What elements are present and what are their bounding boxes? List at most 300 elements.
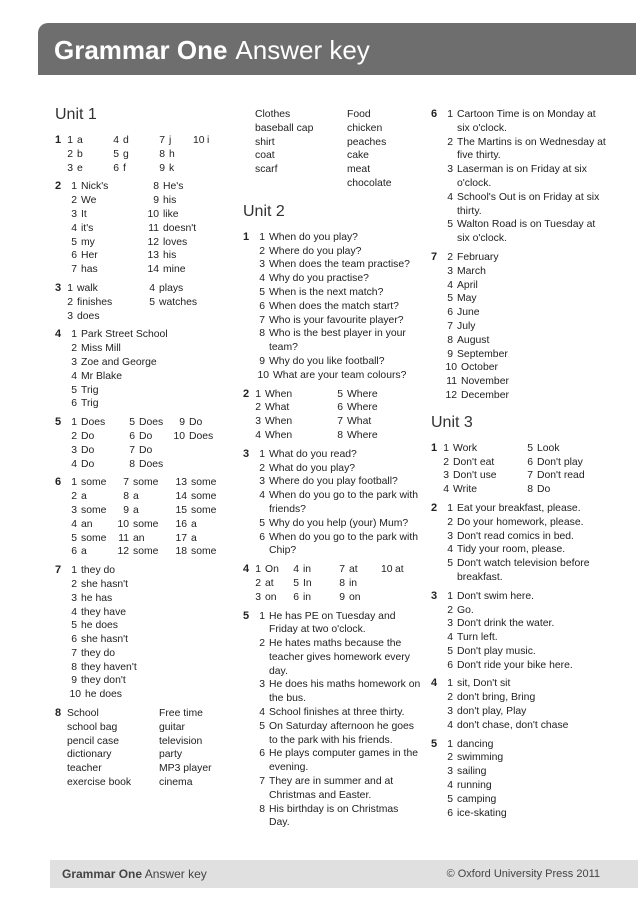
item-number: 5 (447, 645, 453, 657)
item-number: 2 (67, 296, 73, 308)
answer-item (243, 245, 421, 259)
answer-item (55, 647, 230, 661)
item-text: June (457, 307, 480, 319)
item-number: 9 (339, 591, 345, 603)
answer-item (243, 531, 421, 559)
item-text: School finishes at three thirty. (269, 707, 405, 719)
item-number: 10 (173, 430, 185, 442)
clothes-item: scarf (255, 164, 278, 176)
item-number: 2 (255, 577, 261, 589)
item-text: Why do you help (your) Mum? (269, 517, 409, 529)
item-text: When (265, 416, 293, 428)
item-number: 6 (527, 456, 533, 468)
answer-item (109, 162, 126, 176)
item-number: 4 (71, 370, 77, 382)
item-text: Do (189, 417, 203, 429)
item-number: 10 (445, 362, 457, 374)
answer-item (55, 328, 230, 342)
answer-row (55, 148, 230, 162)
item-text: Zoe and George (81, 356, 157, 368)
item-number: 8 (447, 334, 453, 346)
item-text: Why do you like football? (269, 355, 385, 367)
item-number: 12 (147, 236, 159, 248)
item-number: 6 (71, 546, 77, 558)
column-3 (431, 108, 606, 825)
answer-item (439, 456, 494, 470)
item-text: When do you play? (269, 231, 358, 243)
item-number: 7 (159, 135, 165, 146)
answer-item (243, 706, 421, 720)
item-number: 8 (259, 328, 265, 340)
item-number: 9 (447, 348, 453, 360)
answer-item (243, 369, 421, 383)
item-number: 8 (159, 148, 165, 160)
answer-row (243, 415, 421, 429)
answer-item (63, 148, 83, 162)
free-time-item: cinema (159, 777, 193, 789)
answer-item (145, 236, 187, 250)
exercise (243, 610, 421, 831)
item-number: 6 (447, 807, 453, 819)
answer-row (55, 444, 230, 458)
item-number: 5 (129, 417, 135, 429)
item-number: 1 (447, 502, 453, 514)
item-text: It (81, 208, 87, 220)
item-text: some (133, 518, 159, 530)
answer-row (55, 222, 230, 236)
item-text: a (133, 504, 139, 516)
item-text: walk (77, 282, 98, 294)
answer-item (251, 577, 274, 591)
answer-item (243, 803, 421, 831)
answer-item (333, 388, 378, 402)
answer-item (333, 415, 371, 429)
item-text: at (395, 564, 404, 576)
item-text: Where do you play football? (269, 476, 398, 488)
item-number: 4 (259, 273, 265, 285)
answer-row (431, 456, 606, 470)
answer-item (431, 793, 606, 807)
item-number: 3 (447, 164, 453, 176)
answer-item (431, 361, 606, 375)
exercise-number: 3 (431, 589, 438, 602)
answer-row (243, 163, 421, 177)
item-text: a (191, 518, 197, 530)
answer-row (55, 490, 230, 504)
item-text: Write (453, 484, 478, 496)
item-number: 16 (175, 518, 187, 530)
answer-item (121, 458, 163, 472)
answer-row (55, 282, 230, 296)
item-text: Her (81, 250, 98, 262)
answer-row (55, 416, 230, 430)
page-header (38, 23, 636, 75)
exercise-number: 3 (55, 281, 62, 294)
answer-row (55, 721, 230, 735)
answer-item (523, 483, 550, 497)
item-number: 5 (259, 720, 265, 732)
item-text: does (77, 310, 100, 322)
exercise (431, 442, 606, 497)
item-text: Does (81, 417, 106, 429)
item-number: 1 (71, 565, 77, 577)
item-number: 3 (67, 310, 73, 322)
item-number: 2 (255, 402, 261, 414)
answer-item (63, 263, 98, 277)
exercise (55, 180, 230, 277)
item-number: 2 (67, 148, 73, 160)
item-text: on (265, 591, 277, 603)
answer-item (431, 677, 606, 691)
answer-item (251, 388, 292, 402)
answer-item (55, 342, 230, 356)
item-text: July (457, 320, 476, 332)
item-number: 9 (71, 675, 77, 687)
exercise-number: 5 (55, 416, 62, 429)
answer-item (63, 236, 95, 250)
exercise-number: 5 (431, 737, 438, 750)
item-text: Tidy your room, please. (457, 544, 566, 556)
answer-row (55, 194, 230, 208)
item-text: Where (347, 388, 378, 400)
item-text: When does the team practise? (269, 259, 410, 271)
item-text: sailing (457, 766, 487, 778)
exercise-number: 8 (55, 707, 62, 720)
item-text: some (191, 504, 217, 516)
answer-item (333, 429, 378, 443)
item-text: Do (139, 430, 153, 442)
item-text: his (163, 250, 177, 262)
item-number: 11 (118, 532, 129, 544)
item-number: 8 (339, 577, 345, 589)
item-number: 7 (259, 776, 265, 788)
exercise-number: 5 (243, 609, 250, 622)
answer-row (243, 122, 421, 136)
item-text: Miss Mill (81, 343, 121, 355)
item-text: Does (189, 430, 214, 442)
item-text: August (457, 334, 490, 346)
item-text: When (265, 388, 293, 400)
free-time-item: guitar (159, 721, 185, 733)
unit-title: Unit 3 (431, 413, 473, 431)
item-text: February (457, 251, 499, 263)
item-number: 18 (175, 546, 187, 558)
item-text: December (461, 389, 509, 401)
answer-item (243, 475, 421, 489)
item-number: 8 (123, 491, 129, 503)
answer-row (55, 532, 230, 546)
item-number: 2 (447, 136, 453, 148)
answer-item (431, 136, 606, 164)
item-number: 5 (447, 793, 453, 805)
item-number: 6 (71, 398, 77, 410)
exercise (55, 476, 230, 559)
item-text: at (265, 577, 274, 589)
item-number: 2 (443, 456, 449, 468)
item-number: 1 (67, 135, 73, 146)
item-number: 1 (447, 738, 453, 750)
answer-row (431, 442, 606, 456)
item-number: 6 (293, 591, 299, 603)
answer-item (115, 532, 145, 546)
item-number: 4 (447, 780, 453, 792)
answer-item (439, 483, 477, 497)
answer-item (523, 456, 583, 470)
answer-item (63, 310, 100, 324)
item-number: 4 (443, 484, 449, 496)
item-text: e (77, 162, 83, 174)
answer-row (243, 563, 421, 577)
item-number: 2 (259, 245, 265, 257)
item-text: He's (163, 181, 184, 193)
item-number: 2 (71, 578, 77, 590)
item-text: loves (163, 236, 188, 248)
item-number: 4 (259, 490, 265, 502)
item-number: 5 (71, 620, 77, 632)
exercise (431, 251, 606, 403)
answer-item (55, 370, 230, 384)
answer-row (431, 469, 606, 483)
exercise (431, 590, 606, 673)
item-number: 6 (447, 659, 453, 671)
item-text: j (169, 135, 172, 146)
answer-item (145, 263, 186, 277)
item-number: 7 (337, 416, 343, 428)
answer-item (173, 545, 216, 559)
item-number: 15 (175, 504, 187, 516)
answer-item (431, 218, 606, 246)
answer-item (431, 516, 606, 530)
item-text: On (265, 564, 279, 576)
item-number: 3 (447, 530, 453, 542)
answer-row (243, 401, 421, 415)
item-number: 5 (259, 286, 265, 298)
item-text: The Martins is on Wednesday at five thirty. (457, 136, 606, 162)
exercise-number: 1 (431, 441, 438, 454)
item-number: 2 (71, 195, 77, 207)
answer-item (173, 518, 197, 532)
clothes-item: coat (255, 150, 275, 162)
answer-item (431, 590, 606, 604)
answer-item (431, 375, 606, 389)
answer-item (145, 194, 176, 208)
answer-item (63, 430, 94, 444)
answer-row (243, 149, 421, 163)
answer-item (289, 563, 311, 577)
item-number: 1 (259, 448, 265, 460)
answer-item (115, 518, 158, 532)
item-text: Work (453, 442, 478, 454)
exercise-number: 7 (55, 564, 62, 577)
item-text: Do (81, 430, 95, 442)
free-time-item: MP3 player (159, 763, 212, 775)
item-number: 3 (71, 356, 77, 368)
answer-item (439, 442, 477, 456)
item-number: 5 (149, 296, 155, 308)
item-number: 7 (71, 264, 77, 276)
item-number: 2 (447, 251, 453, 263)
item-number: 1 (259, 231, 265, 243)
item-number: 8 (337, 429, 343, 441)
item-text: Don't watch television before breakfast. (457, 558, 590, 583)
exercise (431, 502, 606, 585)
item-number: 3 (447, 618, 453, 630)
item-number: 6 (113, 162, 119, 174)
item-text: they do (81, 565, 116, 577)
answer-item (55, 564, 230, 578)
answer-row (55, 430, 230, 444)
item-text: Don't drink the water. (457, 618, 555, 630)
item-text: What do you read? (269, 448, 357, 460)
school-item: exercise book (67, 777, 132, 789)
item-text: don't chase, don't chase (457, 719, 569, 731)
item-number: 4 (447, 719, 453, 731)
exercise (431, 738, 606, 821)
answer-row (243, 177, 421, 191)
exercise-number: 2 (55, 180, 62, 193)
title-bold: Grammar One (54, 35, 228, 65)
item-text: a (77, 135, 83, 146)
item-text: i (207, 135, 210, 146)
item-number: 3 (443, 470, 449, 482)
item-number: 9 (159, 162, 165, 174)
item-text: Don't read comics in bed. (457, 530, 574, 542)
item-text: in (303, 591, 312, 603)
item-text: When does the match start? (269, 300, 399, 312)
answer-item (431, 334, 606, 348)
item-number: 4 (293, 564, 299, 576)
item-number: 8 (129, 458, 135, 470)
item-text: Turn left. (457, 632, 498, 644)
footer-title-bold: Grammar One (62, 867, 143, 881)
answer-row (243, 108, 421, 122)
answer-item (145, 249, 176, 263)
item-text: they haven't (81, 661, 137, 673)
item-text: School's Out is on Friday at six thirty. (457, 191, 600, 217)
item-number: 4 (259, 707, 265, 719)
item-text: What do you play? (269, 462, 356, 474)
item-number: 5 (71, 532, 77, 544)
answer-row (55, 208, 230, 222)
item-number: 6 (129, 430, 135, 442)
item-text: don't bring, Bring (457, 692, 536, 704)
item-text: Where do you play? (269, 245, 362, 257)
item-text: Do (537, 484, 551, 496)
item-text: finishes (77, 296, 113, 308)
item-number: 8 (153, 181, 159, 193)
item-text: Don't eat (453, 456, 495, 468)
item-number: 6 (337, 402, 343, 414)
answer-item (63, 545, 87, 559)
food-item: peaches (347, 136, 387, 148)
answer-item (63, 532, 106, 546)
answer-item (55, 397, 230, 411)
item-number: 13 (147, 250, 159, 262)
answer-row (243, 577, 421, 591)
exercise-number: 4 (431, 677, 438, 690)
item-number: 4 (447, 632, 453, 644)
item-text: watches (159, 296, 198, 308)
answer-item (63, 249, 98, 263)
item-number: 2 (447, 516, 453, 528)
item-number: 12 (117, 546, 129, 558)
item-number: 3 (255, 591, 261, 603)
item-text: Don't ride your bike here. (457, 659, 573, 671)
answer-item (431, 807, 606, 821)
item-number: 2 (259, 638, 265, 650)
item-text: November (461, 376, 509, 388)
answer-item (63, 444, 94, 458)
item-number: 6 (71, 634, 77, 646)
answer-item (243, 314, 421, 328)
item-text: some (191, 546, 217, 558)
answer-row (55, 748, 230, 762)
school-item: school bag (67, 721, 118, 733)
answer-row (55, 504, 230, 518)
clothes-item: Clothes (255, 109, 291, 120)
item-text: Go. (457, 604, 474, 616)
answer-row (55, 735, 230, 749)
unit-title: Unit 2 (243, 202, 285, 220)
school-item: dictionary (67, 749, 112, 761)
answer-item (289, 577, 312, 591)
answer-item (55, 619, 230, 633)
answer-item (55, 356, 230, 370)
answer-item (243, 272, 421, 286)
food-item: cake (347, 150, 369, 162)
answer-row (55, 162, 230, 176)
answer-item (63, 282, 98, 296)
page-footer (50, 860, 638, 888)
answer-item (381, 563, 404, 577)
answer-item (155, 148, 175, 162)
answer-item (63, 458, 94, 472)
item-text: Don't swim here. (457, 590, 535, 602)
answer-row (55, 707, 230, 721)
answer-item (431, 645, 606, 659)
item-number: 10 (117, 518, 129, 530)
item-text: Who is your favourite player? (269, 314, 404, 326)
item-number: 2 (71, 491, 77, 503)
answer-item (243, 286, 421, 300)
item-text: in (349, 577, 358, 589)
item-text: k (169, 162, 175, 174)
answer-row (431, 483, 606, 497)
item-text: they do (81, 647, 116, 659)
answer-row (243, 591, 421, 605)
item-text: his (163, 195, 177, 207)
item-text: October (461, 362, 498, 374)
answer-item (335, 563, 358, 577)
item-text: When is the next match? (269, 286, 384, 298)
item-text: Walton Road is on Tuesday at six o'clock. (457, 219, 596, 245)
item-text: Trig (81, 384, 99, 396)
item-text: my (81, 236, 95, 248)
item-text: Don't read (537, 470, 585, 482)
item-text: a (81, 491, 87, 503)
answer-item (431, 279, 606, 293)
item-text: He hates maths because the teacher gives homework every day. (269, 638, 410, 677)
item-number: 14 (147, 264, 159, 276)
item-number: 4 (447, 279, 453, 291)
item-text: an (133, 532, 145, 544)
answer-item (431, 557, 606, 585)
exercise-number: 3 (243, 447, 250, 460)
answer-item (145, 282, 183, 296)
item-number: 5 (337, 388, 343, 400)
item-text: Eat your breakfast, please. (457, 502, 581, 514)
item-number: 3 (447, 265, 453, 277)
